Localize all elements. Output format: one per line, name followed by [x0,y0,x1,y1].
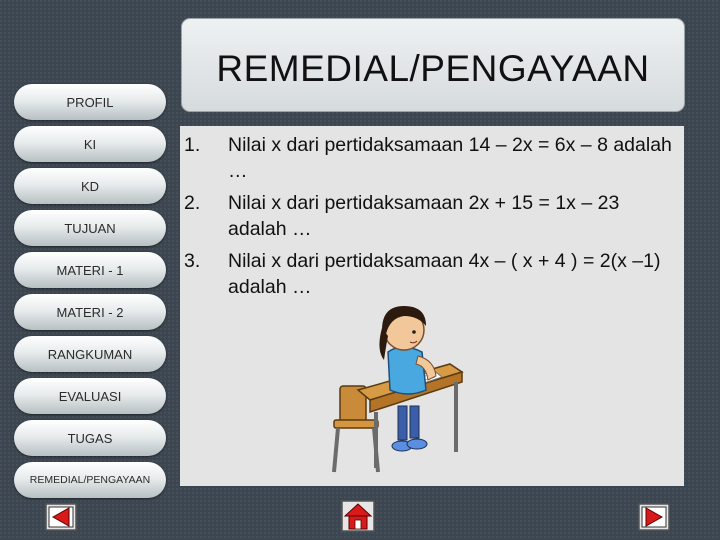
question-item [184,190,676,242]
question-number: 1. [184,134,201,156]
question-text: Nilai x dari pertidaksamaan 2x + 15 = 1x – 23 adalah … [228,192,620,240]
title-box [181,18,685,112]
nav-evaluasi-button[interactable]: EVALUASI [14,378,166,414]
prev-arrow-icon[interactable] [45,503,77,531]
nav-materi-2-button[interactable]: MATERI - 2 [14,294,166,330]
nav-tujuan-button[interactable]: TUJUAN [14,210,166,246]
nav-tugas-button[interactable]: TUGAS [14,420,166,456]
nav-kd-button[interactable]: KD [14,168,166,204]
page-title: REMEDIAL/PENGAYAAN [216,48,650,89]
question-item [184,248,676,300]
next-arrow-icon[interactable] [638,503,670,531]
nav-rangkuman-button[interactable]: RANGKUMAN [14,336,166,372]
nav-profil-button[interactable]: PROFIL [14,84,166,120]
question-number: 3. [184,250,201,272]
home-icon[interactable] [341,500,375,532]
nav-remedial-button[interactable]: REMEDIAL/PENGAYAAN [14,462,166,498]
content-panel [180,126,684,486]
nav-ki-button[interactable]: KI [14,126,166,162]
question-number: 2. [184,192,201,214]
question-text: Nilai x dari pertidaksamaan 4x – ( x + 4 ) = 2(x –1) adalah … [228,250,661,298]
question-list [184,132,676,306]
question-item [184,132,676,184]
student-at-desk-illustration [322,294,482,476]
question-text: Nilai x dari pertidaksamaan 14 – 2x = 6x – 8 adalah … [228,134,672,182]
nav-materi-1-button[interactable]: MATERI - 1 [14,252,166,288]
